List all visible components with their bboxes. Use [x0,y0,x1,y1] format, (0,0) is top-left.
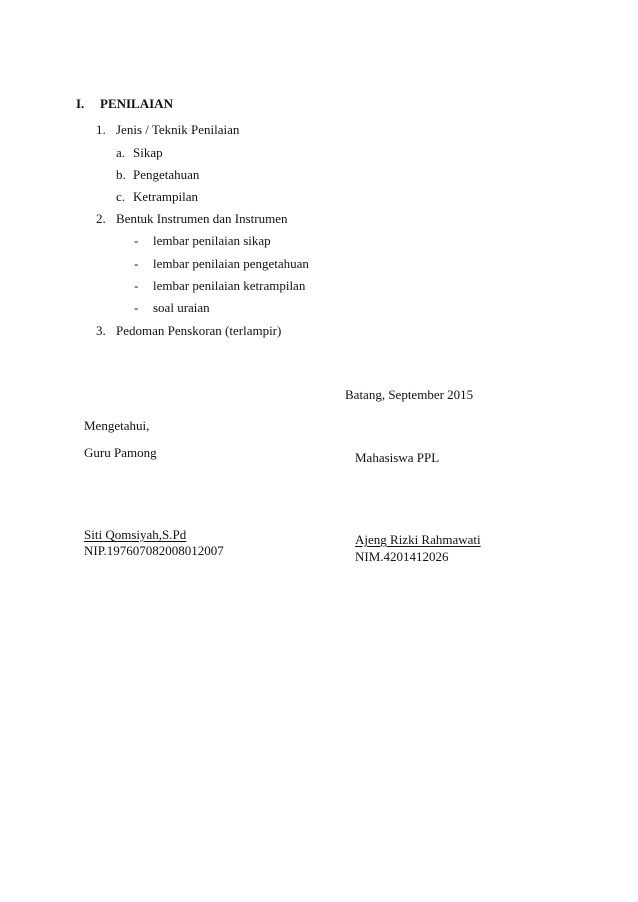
bullet-item-label: lembar penilaian pengetahuan [153,256,309,271]
section-number: I. [76,96,85,111]
bullet-marker: - [134,233,139,248]
list-item-label: Jenis / Teknik Penilaian [116,122,240,137]
bullet-item-label: soal uraian [153,300,210,315]
list-item-number: 3. [96,323,106,338]
sublist-item-label: Sikap [133,145,163,160]
bullet-marker: - [134,300,139,315]
place-date: Batang, September 2015 [345,387,474,402]
bullet-item-label: lembar penilaian ketrampilan [153,278,306,293]
sublist-item-marker: b. [116,167,126,182]
acknowledge-label: Mengetahui, [84,418,150,433]
right-signer-role: Mahasiswa PPL [355,450,440,465]
sublist-item-label: Pengetahuan [133,167,200,182]
left-signer-role: Guru Pamong [84,445,157,460]
right-signer-name: Ajeng Rizki Rahmawati [355,532,481,547]
list-item-number: 1. [96,122,106,137]
left-signer-id: NIP.197607082008012007 [84,543,224,558]
sublist-item-marker: c. [116,189,126,204]
list-item-number: 2. [96,211,106,226]
right-signer-id: NIM.4201412026 [355,549,449,564]
bullet-marker: - [134,278,139,293]
list-item-label: Pedoman Penskoran (terlampir) [116,323,282,338]
section-title: PENILAIAN [100,96,173,111]
bullet-marker: - [134,256,139,271]
sublist-item-label: Ketrampilan [133,189,198,204]
sublist-item-marker: a. [116,145,126,160]
bullet-item-label: lembar penilaian sikap [153,233,271,248]
list-item-label: Bentuk Instrumen dan Instrumen [116,211,288,226]
left-signer-name: Siti Qomsiyah,S.Pd [84,527,187,542]
